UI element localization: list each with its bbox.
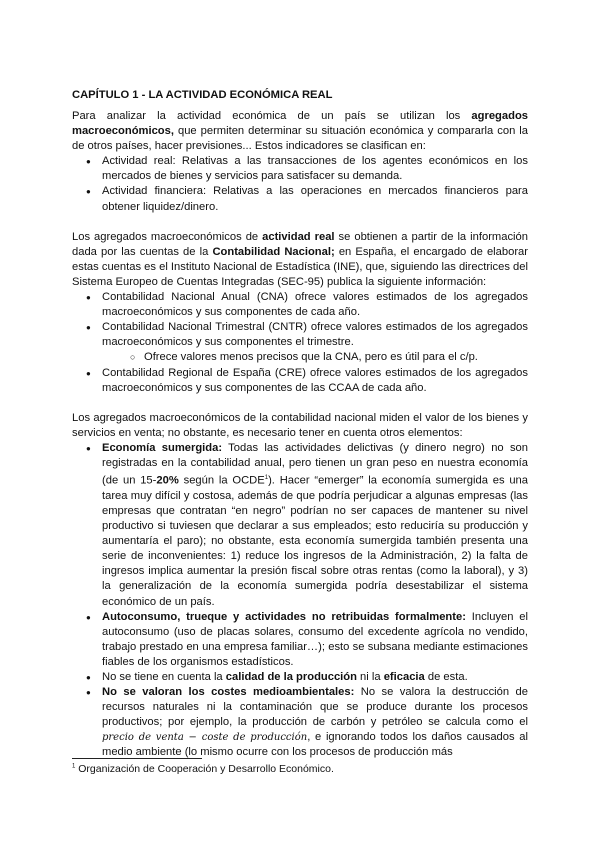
footnote	[72, 758, 528, 775]
footnote-text	[72, 763, 528, 775]
text: Incluyen el autoconsumo (uso de placas solares, consumo del excedente agrícola no vendido, trabajo prestado en una empresa familiar…); esto se subsana mediante estimaciones fiables de los organismos estadísticos.	[102, 610, 529, 668]
intro-paragraph	[72, 109, 528, 154]
footnote-number: 1	[72, 763, 76, 770]
list-item: ● Contabilidad Nacional Trimestral (CNTR) ofrece valores estimados de los agregados macroeconómicos y sus componentes el trimestre.	[72, 320, 528, 350]
text: No se tiene en cuenta la	[102, 671, 226, 684]
list-item: ● Actividad real: Relativas a las transacciones de los agentes económicos en los mercados de bienes y servicios para satisfacer su demanda.	[72, 154, 528, 184]
bold-text: calidad de la producción	[225, 671, 357, 684]
indicator-class-list	[72, 154, 528, 214]
intro-text: Para analizar la actividad económica de un país se utilizan los	[72, 110, 472, 122]
elements-paragraph: Los agregados macroeconómicos de la contabilidad nacional miden el valor de los bienes y servicios en venta; no obstante, es necesario tener en cuenta otros elementos:	[72, 411, 528, 439]
text: según la OCDE	[178, 474, 265, 487]
chapter-title: CAPÍTULO 1 - LA ACTIVIDAD ECONÓMICA REAL	[72, 89, 333, 101]
bold-text: Autoconsumo, trueque y actividades no retribuidas formalmente:	[102, 610, 466, 623]
real-activity-paragraph	[72, 230, 528, 290]
footnote-body: Organización de Cooperación y Desarrollo Económico.	[75, 763, 334, 775]
text: Los agregados macroeconómicos de	[72, 230, 263, 243]
bold-text: No se valoran los costes medioambientales:	[102, 686, 355, 699]
list-item	[72, 610, 528, 670]
text: en España, el encargado de elaborar estas cuentas es el Instituto Nacional de Estadística (INE), que, siguiendo las directrices del Sistema Europeo de Cuentas Integradas (SEC-95) publica la siguiente información:	[72, 245, 529, 288]
bold-text: 20%	[156, 474, 179, 487]
text: ). Hacer “emerger” la economía sumergida es una tarea muy difícil y costosa, además de que podría perjudicar a algunas empresas (las empresas que contratan “en negro” podrían no ser capaces de mantener su nivel productivo si tuviesen que declarar a sus empleados; esto reduciría su producción y aumentaría el paro); no obstante, esta economía sumergida también presenta una serie de inconvenientes: 1) reduce los ingresos de la Administración, 2) la falta de ingresos implica aumentar la presión fiscal sobre otras rentas (como la laboral), y 3) la generalización de la economía sumergida podría desestabilizar el sistema económico de un país.	[102, 474, 528, 608]
list-item	[72, 441, 528, 610]
list-item: ● Actividad financiera: Relativas a las operaciones en mercados financieros para obtener liquidez/dinero.	[72, 184, 528, 214]
bold-text: actividad real	[262, 230, 335, 243]
list-item	[72, 670, 528, 685]
text: , e ignorando todos los daños causados al medio ambiente (lo mismo ocurre con los procesos de producción más	[102, 731, 529, 759]
text: ni la	[356, 671, 384, 684]
footnote-divider	[72, 758, 202, 759]
text: No se valora la destrucción de recursos naturales ni la contaminación que se produce durante los procesos productivos; por ejemplo, la producción de carbón y petróleo se calcula como el	[102, 686, 528, 729]
footnote-ref[interactable]: 1	[264, 475, 269, 482]
text: se obtienen a partir de la información dada por las cuentas de la	[72, 230, 528, 258]
intro-text-end: que permiten determinar su situación económica y compararla con la de otros países, hacer previsiones... Estos indicadores se clasifican en:	[72, 125, 528, 153]
list-item: ● Contabilidad Nacional Anual (CNA) ofrece valores estimados de los agregados macroeconómicos y sus componentes de cada año.	[72, 290, 528, 320]
bold-text: Contabilidad Nacional;	[212, 245, 335, 258]
list-item	[72, 685, 528, 760]
bold-text: eficacia	[383, 671, 425, 684]
accounts-list	[72, 290, 528, 396]
list-item: ● Contabilidad Regional de España (CRE) ofrece valores estimados de los agregados macroeconómicos y sus componentes de las CCAA de cada año.	[72, 366, 528, 396]
text: de esta.	[424, 671, 468, 684]
intro-bold: agregados macroeconómicos,	[72, 110, 528, 138]
sub-list-item: ○ Ofrece valores menos precisos que la CNA, pero es útil para el c/p.	[72, 350, 528, 365]
document-page	[72, 88, 528, 761]
math-formula: precio de venta − coste de producción	[102, 732, 308, 744]
elements-list	[72, 441, 528, 761]
bold-text: Economía sumergida:	[102, 441, 223, 454]
text: Todas las actividades delictivas (y dinero negro) no son registradas en la contabilidad anual, pero tienen un gran peso en nuestra economía (de un 15-	[102, 441, 528, 487]
